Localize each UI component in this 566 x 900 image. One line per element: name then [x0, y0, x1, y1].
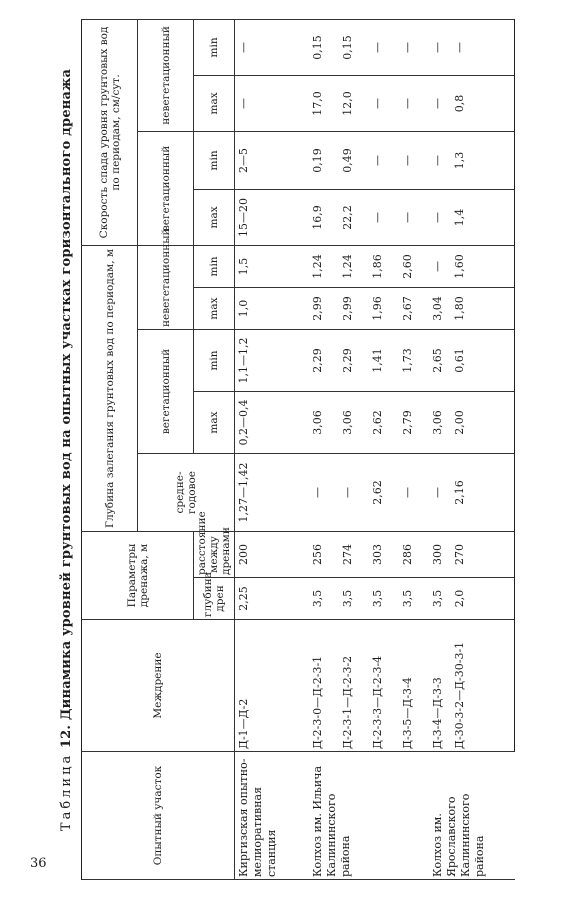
veg-max-cell: 2,79 [399, 392, 429, 454]
interdrain-cell: Д-30-3-2—Д-30-3-1 [451, 620, 515, 752]
rate-veg-min-cell: — [369, 131, 399, 189]
page-number: 36 [30, 856, 47, 871]
rate-veg-min-cell: 1,3 [451, 131, 515, 189]
nv-min-cell: 1,24 [309, 245, 339, 287]
depth-cell: 3,5 [309, 578, 339, 620]
table-row [399, 19, 429, 879]
rate-nv-max-cell: — [235, 75, 309, 131]
interdrain-cell: Д-3-4—Д-3-3 [429, 620, 451, 752]
site-cell: Киргизская опытно-мелиоративная станция [235, 752, 309, 880]
table-row [451, 19, 515, 879]
header-nonveg: невегетационный [138, 245, 194, 329]
header-veg-max: max [194, 392, 235, 454]
depth-cell: 3,5 [339, 578, 369, 620]
rate-nv-max-cell: — [399, 75, 429, 131]
header-interdrain: Междрение [82, 620, 235, 752]
veg-max-cell: 3,06 [429, 392, 451, 454]
veg-min-cell: 1,73 [399, 330, 429, 392]
rate-veg-max-cell: — [399, 189, 429, 245]
interdrain-cell: Д-2-3-1—Д-2-3-2 [339, 620, 369, 752]
rate-nv-min-cell: — [429, 19, 451, 75]
header-rate-nonveg-max: max [194, 75, 235, 131]
avg-cell: 2,62 [369, 454, 399, 532]
interdrain-cell: Д-2-3-3—Д-2-3-4 [369, 620, 399, 752]
groundwater-table [81, 19, 515, 880]
rate-nv-max-cell: — [369, 75, 399, 131]
header-rate: Скорость спада уровня грунтовых вод по периодам, см/сут. [82, 19, 138, 245]
spacing-cell: 270 [451, 532, 515, 578]
interdrain-cell: Д-3-5—Д-3-4 [399, 620, 429, 752]
nv-min-cell: 1,86 [369, 245, 399, 287]
spacing-cell: 286 [399, 532, 429, 578]
avg-cell: — [399, 454, 429, 532]
veg-max-cell: 2,00 [451, 392, 515, 454]
spacing-cell: 256 [309, 532, 339, 578]
site-cell: Колхоз им. Ильича Калининского района [309, 752, 429, 880]
interdrain-cell: Д-2-3-0—Д-2-3-1 [309, 620, 339, 752]
veg-min-cell: 0,61 [451, 330, 515, 392]
header-site: Опытный участок [82, 752, 235, 880]
rotated-table-block [55, 20, 535, 880]
veg-min-cell: 2,65 [429, 330, 451, 392]
header-spacing: расстояние между дренами [194, 532, 235, 578]
nv-max-cell: 1,96 [369, 288, 399, 330]
nv-max-cell: 2,67 [399, 288, 429, 330]
table-row [339, 19, 369, 879]
header-veg: вегетационный [138, 330, 194, 454]
veg-max-cell: 2,62 [369, 392, 399, 454]
table-row [309, 19, 339, 879]
interdrain-cell: Д-1—Д-2 [235, 620, 309, 752]
rate-nv-max-cell: 0,8 [451, 75, 515, 131]
veg-min-cell: 1,41 [369, 330, 399, 392]
nv-min-cell: 1,60 [451, 245, 515, 287]
nv-min-cell: — [429, 245, 451, 287]
nv-max-cell: 1,80 [451, 288, 515, 330]
header-veg-min: min [194, 330, 235, 392]
avg-cell: — [339, 454, 369, 532]
depth-cell: 3,5 [429, 578, 451, 620]
rate-nv-max-cell: — [429, 75, 451, 131]
veg-min-cell: 2,29 [339, 330, 369, 392]
header-nonveg-min: min [194, 245, 235, 287]
nv-min-cell: 1,5 [235, 245, 309, 287]
header-avg-annual: средне-годовое [138, 454, 235, 532]
rate-veg-min-cell: — [429, 131, 451, 189]
rate-nv-min-cell: — [235, 19, 309, 75]
table-row [429, 19, 451, 879]
depth-cell: 2,25 [235, 578, 309, 620]
header-depth: глубина дрен [194, 578, 235, 620]
header-rate-nonveg: невегетационный [138, 19, 194, 131]
veg-max-cell: 3,06 [309, 392, 339, 454]
nv-max-cell: 1,0 [235, 288, 309, 330]
rate-veg-max-cell: 16,9 [309, 189, 339, 245]
site-cell: Колхоз им. Ярославского Калининского района [429, 752, 515, 880]
rate-veg-min-cell: — [399, 131, 429, 189]
rate-veg-max-cell: 1,4 [451, 189, 515, 245]
depth-cell: 3,5 [369, 578, 399, 620]
header-rate-veg-min: min [194, 131, 235, 189]
rate-nv-min-cell: 0,15 [309, 19, 339, 75]
spacing-cell: 300 [429, 532, 451, 578]
rate-nv-max-cell: 12,0 [339, 75, 369, 131]
depth-cell: 2,0 [451, 578, 515, 620]
veg-min-cell: 2,29 [309, 330, 339, 392]
caption-text: 12. Динамика уровней грунтовых вод на опытных участках горизонтального дренажа [59, 68, 74, 749]
header-params: Параметры дренажа, м [82, 532, 194, 620]
rate-veg-min-cell: 0,19 [309, 131, 339, 189]
nv-min-cell: 1,24 [339, 245, 369, 287]
caption-prefix: Таблица [59, 752, 74, 832]
spacing-cell: 200 [235, 532, 309, 578]
nv-min-cell: 2,60 [399, 245, 429, 287]
nv-max-cell: 2,99 [339, 288, 369, 330]
rate-veg-max-cell: 15—20 [235, 189, 309, 245]
spacing-cell: 274 [339, 532, 369, 578]
avg-cell: 2,16 [451, 454, 515, 532]
rate-nv-min-cell: 0,15 [339, 19, 369, 75]
header-rate-veg-max: max [194, 189, 235, 245]
table-row [235, 19, 309, 879]
veg-max-cell: 0,2—0,4 [235, 392, 309, 454]
spacing-cell: 303 [369, 532, 399, 578]
rate-veg-min-cell: 0,49 [339, 131, 369, 189]
rate-veg-max-cell: — [429, 189, 451, 245]
header-nonveg-max: max [194, 288, 235, 330]
depth-cell: 3,5 [399, 578, 429, 620]
table-caption [55, 20, 79, 880]
veg-max-cell: 3,06 [339, 392, 369, 454]
rate-nv-min-cell: — [369, 19, 399, 75]
avg-cell: — [429, 454, 451, 532]
rate-veg-max-cell: — [369, 189, 399, 245]
table-row [369, 19, 399, 879]
rate-nv-min-cell: — [399, 19, 429, 75]
header-gw-depth: Глубина залегания грунтовых вод по периодам, м [82, 245, 138, 531]
rate-veg-min-cell: 2—5 [235, 131, 309, 189]
avg-cell: 1,27—1,42 [235, 454, 309, 532]
nv-max-cell: 2,99 [309, 288, 339, 330]
nv-max-cell: 3,04 [429, 288, 451, 330]
header-rate-nonveg-min: min [194, 19, 235, 75]
rate-veg-max-cell: 22,2 [339, 189, 369, 245]
rate-nv-min-cell: — [451, 19, 515, 75]
veg-min-cell: 1,1—1,2 [235, 330, 309, 392]
rate-nv-max-cell: 17,0 [309, 75, 339, 131]
header-rate-veg: вегетационный [138, 131, 194, 245]
avg-cell: — [309, 454, 339, 532]
